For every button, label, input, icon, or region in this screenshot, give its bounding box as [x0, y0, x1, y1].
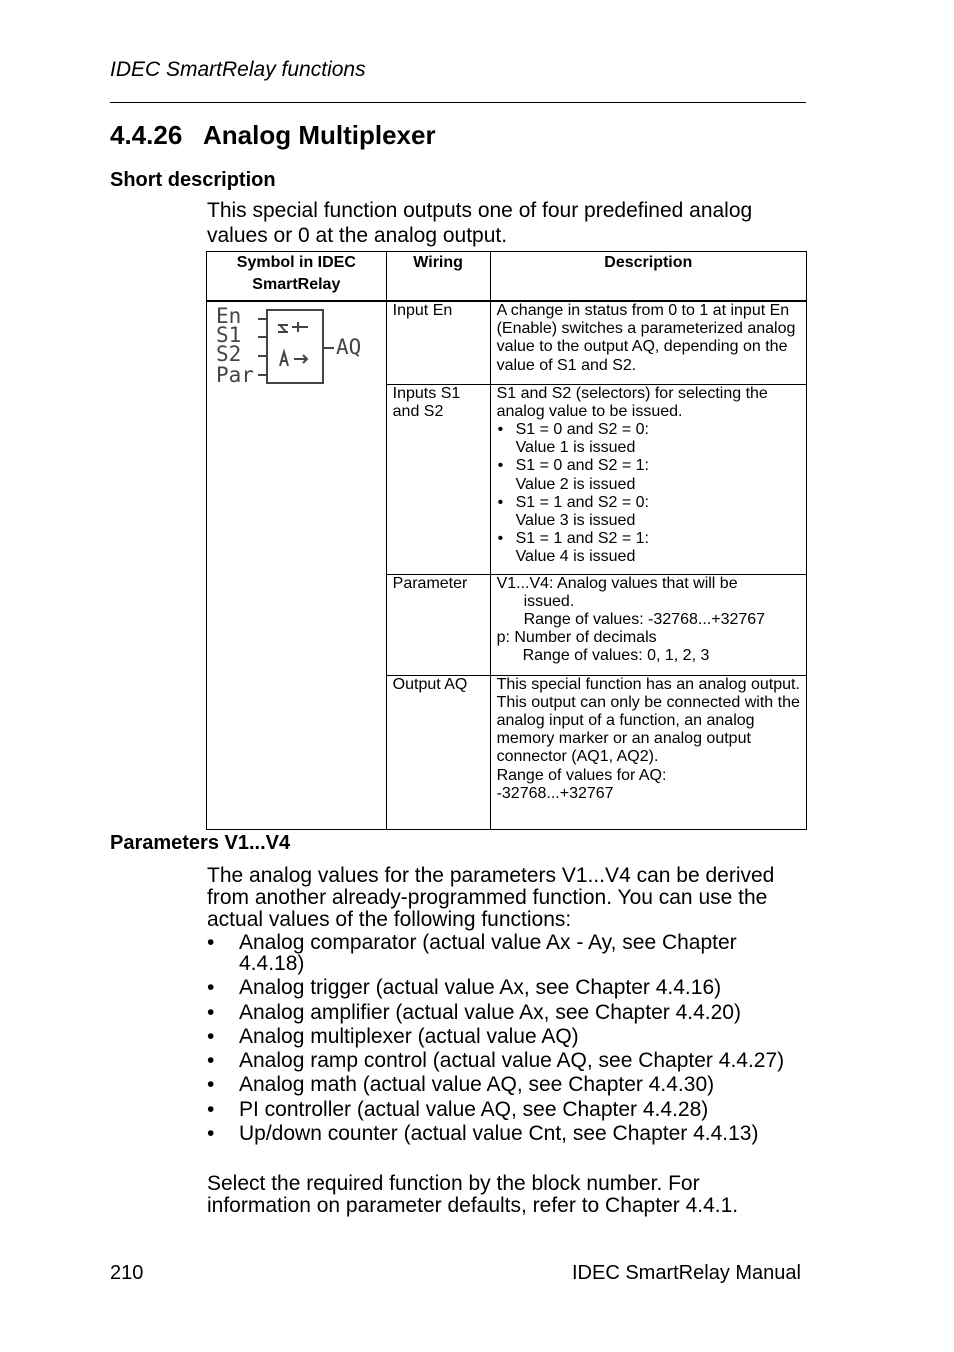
parameters-heading: Parameters V1...V4: [110, 832, 291, 854]
case-condition: S1 = 1 and S2 = 0:: [515, 493, 649, 511]
section-title: [110, 120, 436, 151]
selector-case: [497, 530, 802, 566]
header-wiring: Wiring: [386, 252, 490, 302]
section-number: 4.4.26: [110, 120, 183, 150]
output-text: This special function has an analog output. This output can only be connected with the analog input of a function, an analog memory marker or an analog output connector (AQ1, AQ2).: [496, 675, 800, 766]
case-result: Value 1 is issued: [515, 439, 636, 457]
list-item: • Analog multiplexer (actual value AQ): [207, 1026, 807, 1047]
wiring-cell: Output AQ: [386, 675, 490, 829]
case-result: Value 4 is issued: [515, 548, 636, 566]
description-cell: [490, 384, 806, 574]
input-label-s2: S2: [216, 342, 242, 366]
short-description-text: This special function outputs one of four predefined analog values or 0 at the analog output.: [207, 199, 753, 247]
selector-case: [497, 457, 802, 493]
list-item: • Analog amplifier (actual value Ax, see Chapter 4.4.20): [207, 1002, 807, 1023]
section-name: Analog Multiplexer: [203, 120, 436, 150]
list-item: • Analog math (actual value AQ, see Chapter 4.4.30): [207, 1074, 807, 1095]
list-item: • Analog trigger (actual value Ax, see Chapter 4.4.16): [207, 977, 807, 998]
case-result: Value 3 is issued: [515, 511, 636, 529]
list-item: • Analog comparator (actual value Ax - Ay, see Chapter 4.4.18): [207, 932, 807, 974]
list-item: • PI controller (actual value AQ, see Chapter 4.4.28): [207, 1099, 807, 1120]
case-condition: S1 = 0 and S2 = 1:: [515, 457, 649, 475]
header-symbol: Symbol in IDEC SmartRelay: [207, 252, 387, 302]
input-label-s1: S1: [216, 323, 242, 347]
wiring-cell: Input En: [386, 301, 490, 384]
case-condition: S1 = 0 and S2 = 0:: [515, 420, 649, 438]
table-header-row: [207, 252, 807, 302]
case-condition: S1 = 1 and S2 = 1:: [515, 530, 649, 548]
output-label-aq: AQ: [336, 335, 362, 359]
header-description: Description: [490, 252, 806, 302]
values-line-cont: issued.: [523, 592, 575, 610]
block-frame: [267, 310, 323, 383]
output-range-value: -32768...+32767: [496, 784, 614, 802]
short-description-heading: Short description: [110, 169, 276, 191]
description-cell: [490, 574, 806, 675]
selector-case: [497, 494, 802, 530]
running-header: IDEC SmartRelay functions: [110, 58, 366, 81]
wiring-cell: Parameter: [386, 574, 490, 675]
input-label-par: Par: [216, 363, 254, 387]
parameters-closing: Select the required function by the block number. For information on parameter defaults, refer to Chapter 4.4.1.: [207, 1172, 739, 1217]
selector-intro: S1 and S2 (selectors) for selecting the analog value to be issued.: [496, 384, 768, 420]
decimals-range: Range of values: 0, 1, 2, 3: [522, 647, 710, 665]
multiplexer-block-symbol: [214, 306, 370, 388]
output-range-label: Range of values for AQ:: [496, 766, 667, 784]
page-number: 210: [110, 1262, 144, 1284]
list-item: • Up/down counter (actual value Cnt, see Chapter 4.4.13): [207, 1123, 807, 1144]
decimals-line: p: Number of decimals: [496, 629, 657, 647]
selector-case: [497, 421, 802, 457]
input-label-en: En: [216, 306, 242, 328]
list-item: • Analog ramp control (actual value AQ, see Chapter 4.4.27): [207, 1050, 807, 1071]
function-list: [207, 932, 807, 1147]
case-result: Value 2 is issued: [515, 475, 636, 493]
footer-manual-title: IDEC SmartRelay Manual: [572, 1262, 801, 1284]
description-cell: A change in status from 0 to 1 at input En (Enable) switches a parameterized analog value to the output AQ, depending on the value of S1 and S2.: [490, 301, 806, 384]
parameters-intro: The analog values for the parameters V1...V4 can be derived from another already-programmed function. You can use the actual values of the following functions:: [207, 864, 775, 931]
description-cell: [490, 675, 806, 829]
values-line: V1...V4: Analog values that will be: [496, 574, 738, 592]
header-rule: [110, 102, 806, 103]
values-range: Range of values: -32768...+32767: [523, 610, 766, 628]
wiring-cell: Inputs S1 and S2: [386, 384, 490, 574]
